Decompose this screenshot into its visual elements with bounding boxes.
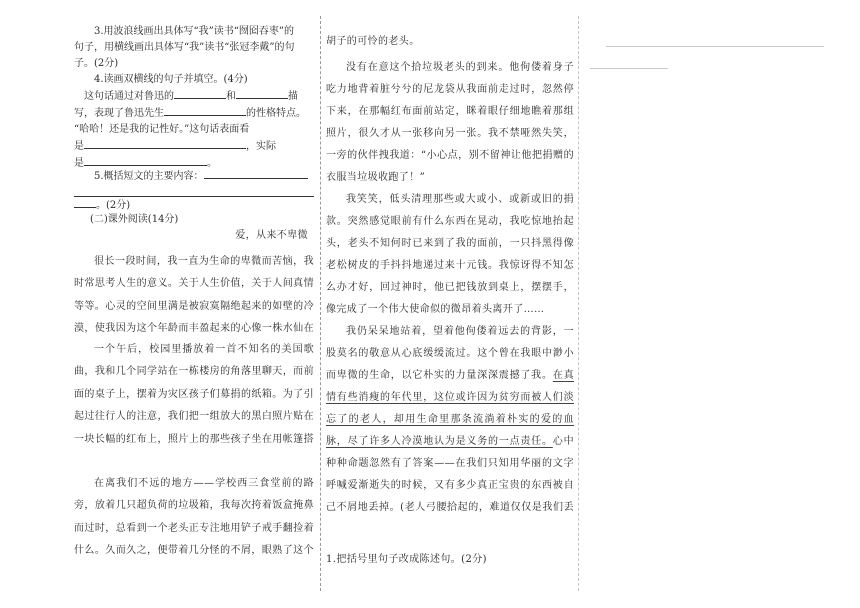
answer-line[interactable] bbox=[74, 185, 314, 197]
question-5 bbox=[74, 168, 314, 214]
q4-line-d: 是 ，实际 bbox=[74, 138, 314, 155]
column-divider bbox=[320, 16, 321, 591]
q4-line-e: 是 。 bbox=[74, 155, 314, 172]
column-divider bbox=[578, 16, 579, 591]
answer-blank[interactable] bbox=[164, 105, 246, 116]
answer-line[interactable] bbox=[606, 46, 824, 47]
answer-line[interactable] bbox=[590, 68, 668, 69]
underlined-sentence: 在真情有些消瘦的年代里，这位或许因为贫穷而被人们淡忘了的老人，却用生命里那条流淌着朴实的爱的血脉，尽了许多人冷漠地认为是义务的一点责任。 bbox=[326, 370, 574, 447]
essay-paragraph: 我笑笑，低头清理那些或大或小、或新或旧的捐款。突然感觉眼前有什么东西在晃动，我吃惊地抬起头，老头不知何时已来到了我的面前，一只抖黑得像老松树皮的手抖抖地递过来十元钱。我惊讶得不知怎么办才好，回过神时，他已把钱放到桌上，摆摆手，像完成了一个伟大使命似的微昂着头离开了…… bbox=[326, 194, 574, 315]
answer-blank[interactable] bbox=[236, 88, 288, 99]
question-1: 1.把括号里句子改成陈述句。(2分) bbox=[326, 554, 487, 565]
answer-blank[interactable] bbox=[74, 197, 96, 208]
answer-blank[interactable] bbox=[174, 88, 226, 99]
essay-title: 爱，从来不卑微 bbox=[235, 230, 308, 241]
essay-paragraph: 我仍呆呆地站着，望着他佝偻着远去的背影，一股莫名的敬意从心底缓缓流过。这个曾在我眼中渺小而卑微的生命，以它朴实的力量深深震撼了我。在真情有些消瘦的年代里，这位或许因为贫穷而被人们淡忘了的老人，却用生命里那条流淌着朴实的爱的血脉，尽了许多人冷漠地认为是义务的一点责任。心中种种命题忽然有了答案——在我们只知用华丽的文字呼喊爱渐逝失的时候，又有多少真正宝贵的东西被自己不屑地丢掉。(老人弓腰拾起的，难道仅仅是我们丢 bbox=[326, 326, 574, 513]
answer-blank[interactable] bbox=[204, 168, 308, 179]
essay-paragraph: 很长一段时间，我一直为生命的卑微而苦恼，我时常思考人生的意义。关于人生价值，关于人间真情等等。心灵的空间里满是被寂寞隔绝起来的如壁的冷漠，使我因为这个年龄而丰盈起来的心像一株水仙在 bbox=[74, 256, 314, 335]
section-title: (二)课外阅读(14分) bbox=[90, 214, 179, 225]
answer-blank[interactable] bbox=[84, 155, 207, 166]
q5-line-c: 。(2分) bbox=[74, 197, 314, 214]
q5-line-a: 5.概括短文的主要内容： bbox=[74, 168, 314, 185]
q4-line-b: 写，表现了鲁迅先生 的性格特点。 bbox=[74, 105, 314, 122]
essay-paragraph: 没有在意这个拾垃圾老头的到来。他佝偻着身子吃力地背着脏兮兮的尼龙袋从我面前走过时，忽然停下来，在那幅红布面前站定，眯着眼仔细地瞧着那组照片，很久才从一张移向另一张。我不禁哑然失笑，一旁的伙伴拽我道：“小心点，别不留神让他把捐赠的衣服当垃圾收跑了！” bbox=[326, 62, 574, 183]
essay-paragraph: 一个午后，校园里播放着一首不知名的美国歌曲，我和几个同学站在一栋楼房的角落里聊天，而前面的桌子上，摆着为灾区孩子们募捐的纸箱。为了引起过往行人的注意，我们把一组放大的黑白照片贴在一块长幅的红布上，照片上的那些孩子坐在用帐篷搭 bbox=[74, 344, 314, 445]
question-3: 3.用波浪线画出具体写“我”读书“囫囵吞枣”的 句子，用横线画出具体写“我”读书“张冠李戴”的句 子。(2分) bbox=[74, 26, 295, 69]
essay-paragraph: 在离我们不远的地方——学校西三食堂前的路旁，放着几只超负荷的垃圾箱，我每次挎着饭盒掩鼻而过时，总看到一个老头正专注地用铲子戒手翻捡着什么。久而久之，便带着几分怪的不屑，眼熟了这个 bbox=[74, 478, 314, 557]
q4-line-a: 这句话通过对鲁迅的 和 描 bbox=[74, 88, 314, 105]
answer-blank[interactable] bbox=[84, 138, 246, 149]
essay-paragraph: 胡子的可怜的老头。 bbox=[326, 36, 420, 47]
question-4: 4.读画双横线的句子并填空。(4分) 这句话通过对鲁迅的 和 描 写，表现了鲁迅先生 的性格特点。 “哈哈！还是我的记性好。”这句话表面看 是 ，实际 是 。 bbox=[74, 72, 314, 172]
